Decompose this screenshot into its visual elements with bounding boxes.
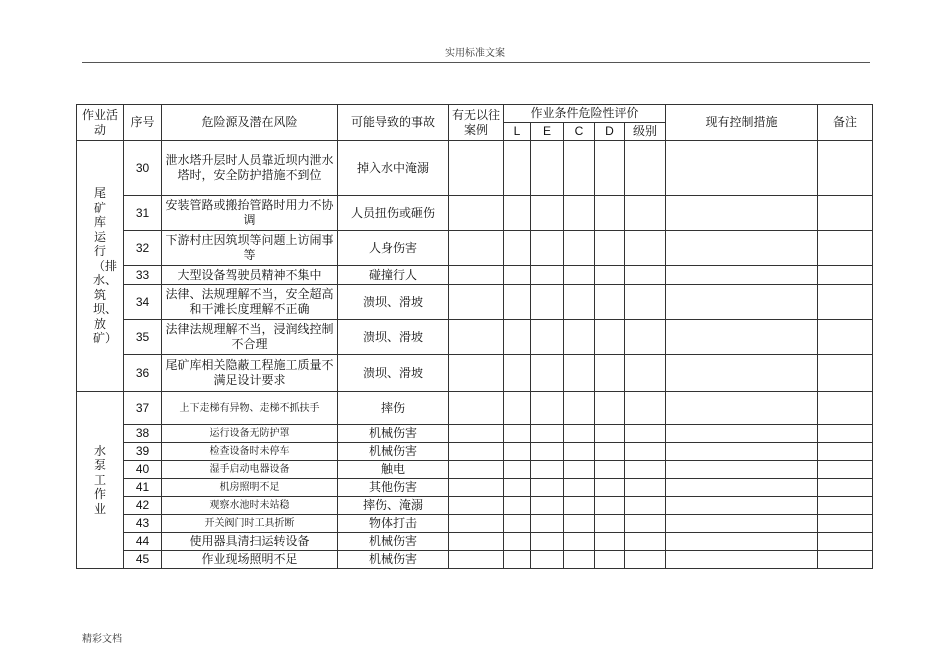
c-cell	[564, 497, 595, 515]
page-footer: 精彩文档	[82, 634, 122, 645]
d-cell	[595, 285, 625, 320]
remarks-cell	[818, 497, 873, 515]
cases-cell	[449, 443, 504, 461]
level-cell	[625, 533, 666, 551]
level-cell	[625, 551, 666, 569]
header-d: D	[595, 123, 625, 141]
remarks-cell	[818, 479, 873, 497]
table-row	[77, 497, 873, 515]
level-cell	[625, 479, 666, 497]
level-cell	[625, 141, 666, 196]
level-cell	[625, 355, 666, 392]
e-cell	[531, 533, 564, 551]
c-cell	[564, 461, 595, 479]
remarks-cell	[818, 231, 873, 266]
accident-cell: 溃坝、滑坡	[338, 320, 449, 355]
accident-cell: 机械伤害	[338, 551, 449, 569]
accident-cell: 碰撞行人	[338, 266, 449, 285]
table-row	[77, 515, 873, 533]
l-cell	[504, 285, 531, 320]
hazard-cell: 机房照明不足	[162, 479, 338, 497]
remarks-cell	[818, 392, 873, 425]
hazard-cell: 使用器具清扫运转设备	[162, 533, 338, 551]
remarks-cell	[818, 141, 873, 196]
cases-cell	[449, 320, 504, 355]
accident-cell: 人员扭伤或砸伤	[338, 196, 449, 231]
table-row	[77, 266, 873, 285]
seq-cell: 30	[124, 141, 162, 196]
seq-cell: 33	[124, 266, 162, 285]
remarks-cell	[818, 266, 873, 285]
e-cell	[531, 515, 564, 533]
seq-cell: 40	[124, 461, 162, 479]
header-c: C	[564, 123, 595, 141]
d-cell	[595, 320, 625, 355]
remarks-cell	[818, 515, 873, 533]
d-cell	[595, 355, 625, 392]
cases-cell	[449, 479, 504, 497]
controls-cell	[666, 320, 818, 355]
level-cell	[625, 285, 666, 320]
table-row	[77, 479, 873, 497]
level-cell	[625, 497, 666, 515]
header-controls: 现有控制措施	[666, 105, 818, 141]
c-cell	[564, 443, 595, 461]
controls-cell	[666, 479, 818, 497]
c-cell	[564, 231, 595, 266]
d-cell	[595, 141, 625, 196]
l-cell	[504, 515, 531, 533]
d-cell	[595, 515, 625, 533]
accident-cell: 溃坝、滑坡	[338, 355, 449, 392]
seq-cell: 38	[124, 425, 162, 443]
controls-cell	[666, 266, 818, 285]
d-cell	[595, 551, 625, 569]
accident-cell: 触电	[338, 461, 449, 479]
hazard-cell: 法律法规理解不当，浸润线控制不合理	[162, 320, 338, 355]
seq-cell: 37	[124, 392, 162, 425]
c-cell	[564, 266, 595, 285]
seq-cell: 41	[124, 479, 162, 497]
remarks-cell	[818, 196, 873, 231]
c-cell	[564, 355, 595, 392]
cases-cell	[449, 533, 504, 551]
controls-cell	[666, 392, 818, 425]
accident-cell: 机械伤害	[338, 425, 449, 443]
d-cell	[595, 497, 625, 515]
e-cell	[531, 355, 564, 392]
cases-cell	[449, 355, 504, 392]
l-cell	[504, 355, 531, 392]
header-activity: 作业活动	[77, 105, 124, 141]
seq-cell: 45	[124, 551, 162, 569]
c-cell	[564, 533, 595, 551]
controls-cell	[666, 231, 818, 266]
level-cell	[625, 515, 666, 533]
d-cell	[595, 231, 625, 266]
table-row	[77, 196, 873, 231]
controls-cell	[666, 425, 818, 443]
accident-cell: 溃坝、滑坡	[338, 285, 449, 320]
remarks-cell	[818, 461, 873, 479]
cases-cell	[449, 425, 504, 443]
seq-cell: 42	[124, 497, 162, 515]
e-cell	[531, 497, 564, 515]
e-cell	[531, 285, 564, 320]
l-cell	[504, 551, 531, 569]
hazard-cell: 上下走梯有异物、走梯不抓扶手	[162, 392, 338, 425]
risk-assessment-table	[76, 104, 873, 569]
header-rule	[82, 62, 870, 63]
header-hazard: 危险源及潜在风险	[162, 105, 338, 141]
accident-cell: 机械伤害	[338, 443, 449, 461]
cases-cell	[449, 461, 504, 479]
controls-cell	[666, 355, 818, 392]
level-cell	[625, 443, 666, 461]
header-accident: 可能导致的事故	[338, 105, 449, 141]
cases-cell	[449, 551, 504, 569]
c-cell	[564, 551, 595, 569]
remarks-cell	[818, 425, 873, 443]
header-cases: 有无以往案例	[449, 105, 504, 141]
l-cell	[504, 392, 531, 425]
d-cell	[595, 479, 625, 497]
cases-cell	[449, 266, 504, 285]
seq-cell: 39	[124, 443, 162, 461]
accident-cell: 机械伤害	[338, 533, 449, 551]
activity-cell-tailings	[77, 141, 124, 392]
cases-cell	[449, 515, 504, 533]
accident-cell: 人身伤害	[338, 231, 449, 266]
l-cell	[504, 533, 531, 551]
cases-cell	[449, 141, 504, 196]
level-cell	[625, 425, 666, 443]
header-l: L	[504, 123, 531, 141]
l-cell	[504, 497, 531, 515]
table-row	[77, 392, 873, 425]
table-row	[77, 533, 873, 551]
d-cell	[595, 196, 625, 231]
e-cell	[531, 141, 564, 196]
l-cell	[504, 425, 531, 443]
cases-cell	[449, 497, 504, 515]
hazard-cell: 检查设备时未停车	[162, 443, 338, 461]
l-cell	[504, 266, 531, 285]
header-level: 级别	[625, 123, 666, 141]
remarks-cell	[818, 320, 873, 355]
level-cell	[625, 231, 666, 266]
table-row	[77, 320, 873, 355]
accident-cell: 其他伤害	[338, 479, 449, 497]
table-row	[77, 285, 873, 320]
e-cell	[531, 479, 564, 497]
e-cell	[531, 461, 564, 479]
activity-label: 水泵工作业	[93, 443, 106, 516]
controls-cell	[666, 533, 818, 551]
header-e: E	[531, 123, 564, 141]
accident-cell: 摔伤	[338, 392, 449, 425]
level-cell	[625, 392, 666, 425]
e-cell	[531, 196, 564, 231]
table-row	[77, 443, 873, 461]
hazard-cell: 安装管路或搬抬管路时用力不协调	[162, 196, 338, 231]
remarks-cell	[818, 551, 873, 569]
header-evaluation: 作业条件危险性评价	[504, 105, 666, 123]
activity-cell-pump	[77, 392, 124, 569]
seq-cell: 34	[124, 285, 162, 320]
controls-cell	[666, 443, 818, 461]
l-cell	[504, 479, 531, 497]
d-cell	[595, 266, 625, 285]
seq-cell: 31	[124, 196, 162, 231]
accident-cell: 物体打击	[338, 515, 449, 533]
controls-cell	[666, 285, 818, 320]
table-row	[77, 551, 873, 569]
accident-cell: 掉入水中淹溺	[338, 141, 449, 196]
l-cell	[504, 141, 531, 196]
level-cell	[625, 266, 666, 285]
table-row	[77, 425, 873, 443]
cases-cell	[449, 285, 504, 320]
e-cell	[531, 266, 564, 285]
page-header: 实用标准文案	[445, 48, 505, 59]
c-cell	[564, 285, 595, 320]
controls-cell	[666, 196, 818, 231]
d-cell	[595, 425, 625, 443]
l-cell	[504, 231, 531, 266]
e-cell	[531, 551, 564, 569]
accident-cell: 摔伤、淹溺	[338, 497, 449, 515]
level-cell	[625, 196, 666, 231]
l-cell	[504, 320, 531, 355]
controls-cell	[666, 551, 818, 569]
table-row	[77, 461, 873, 479]
seq-cell: 32	[124, 231, 162, 266]
c-cell	[564, 479, 595, 497]
e-cell	[531, 231, 564, 266]
seq-cell: 35	[124, 320, 162, 355]
c-cell	[564, 392, 595, 425]
header-remarks: 备注	[818, 105, 873, 141]
cases-cell	[449, 196, 504, 231]
header-row	[77, 105, 873, 123]
hazard-cell: 作业现场照明不足	[162, 551, 338, 569]
d-cell	[595, 461, 625, 479]
hazard-cell: 观察水池时未站稳	[162, 497, 338, 515]
controls-cell	[666, 515, 818, 533]
c-cell	[564, 196, 595, 231]
remarks-cell	[818, 285, 873, 320]
c-cell	[564, 320, 595, 355]
d-cell	[595, 392, 625, 425]
hazard-cell: 运行设备无防护罩	[162, 425, 338, 443]
d-cell	[595, 533, 625, 551]
level-cell	[625, 461, 666, 479]
l-cell	[504, 443, 531, 461]
remarks-cell	[818, 443, 873, 461]
seq-cell: 44	[124, 533, 162, 551]
activity-label: 尾矿库运行（排水、筑坝、放矿）	[93, 186, 118, 345]
header-seq: 序号	[124, 105, 162, 141]
remarks-cell	[818, 533, 873, 551]
table-row	[77, 141, 873, 196]
c-cell	[564, 141, 595, 196]
cases-cell	[449, 231, 504, 266]
controls-cell	[666, 141, 818, 196]
e-cell	[531, 320, 564, 355]
controls-cell	[666, 497, 818, 515]
hazard-cell: 下游村庄因筑坝等问题上访闹事等	[162, 231, 338, 266]
seq-cell: 43	[124, 515, 162, 533]
d-cell	[595, 443, 625, 461]
cases-cell	[449, 392, 504, 425]
e-cell	[531, 443, 564, 461]
remarks-cell	[818, 355, 873, 392]
level-cell	[625, 320, 666, 355]
c-cell	[564, 515, 595, 533]
hazard-cell: 开关阀门时工具折断	[162, 515, 338, 533]
c-cell	[564, 425, 595, 443]
hazard-cell: 泄水塔升层时人员靠近坝内泄水塔时，安全防护措施不到位	[162, 141, 338, 196]
l-cell	[504, 196, 531, 231]
hazard-cell: 湿手启动电器设备	[162, 461, 338, 479]
hazard-cell: 尾矿库相关隐蔽工程施工质量不满足设计要求	[162, 355, 338, 392]
table-row	[77, 355, 873, 392]
e-cell	[531, 392, 564, 425]
controls-cell	[666, 461, 818, 479]
hazard-cell: 大型设备驾驶员精神不集中	[162, 266, 338, 285]
l-cell	[504, 461, 531, 479]
seq-cell: 36	[124, 355, 162, 392]
e-cell	[531, 425, 564, 443]
hazard-cell: 法律、法规理解不当，安全超高和干滩长度理解不正确	[162, 285, 338, 320]
table-row	[77, 231, 873, 266]
